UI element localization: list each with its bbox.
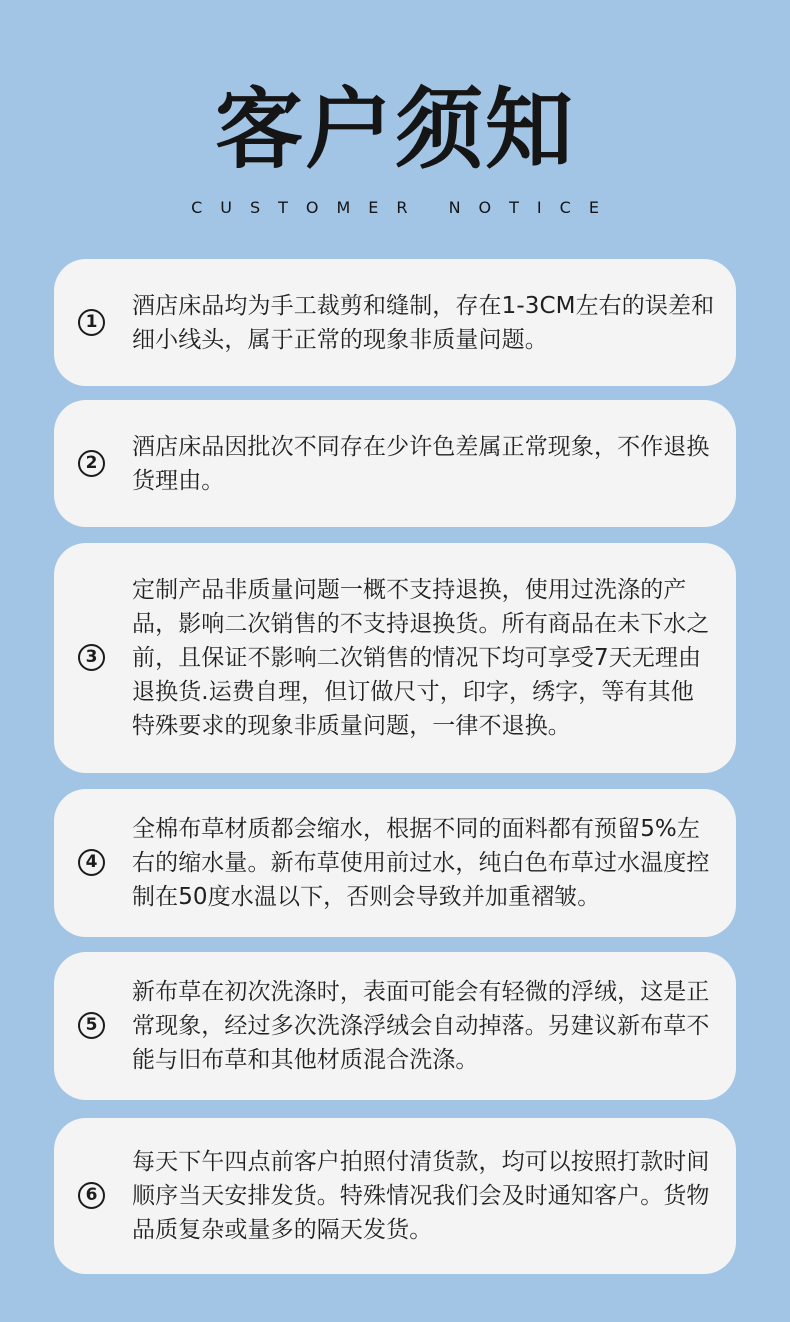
page-subtitle: CUSTOMER NOTICE xyxy=(191,198,617,217)
notice-text-6: 每天下午四点前客户拍照付清货款，均可以按照打款时间顺序当天安排发货。特殊情况我们会及时通知客户。货物品质复杂或量多的隔天发货。 xyxy=(132,1149,710,1243)
notice-card-2 xyxy=(54,400,736,527)
page-title: 客户须知 xyxy=(214,78,575,181)
notice-number-1: 1 xyxy=(78,309,105,336)
notice-card-4 xyxy=(54,789,736,937)
notice-text-1: 酒店床品均为手工裁剪和缝制，存在1-3CM左右的误差和细小线头，属于正常的现象非质量问题。 xyxy=(132,292,715,353)
notice-number-2: 2 xyxy=(78,450,105,477)
notice-number-3: 3 xyxy=(78,644,105,671)
notice-number-6: 6 xyxy=(78,1182,105,1209)
notice-number-4: 4 xyxy=(78,849,105,876)
notice-card-5 xyxy=(54,952,736,1100)
notice-number-5: 5 xyxy=(78,1012,105,1039)
notice-text-2: 酒店床品因批次不同存在少许色差属正常现象，不作退换货理由。 xyxy=(132,433,710,494)
notice-card-3 xyxy=(54,543,736,773)
notice-text-5: 新布草在初次洗涤时，表面可能会有轻微的浮绒，这是正常现象，经过多次洗涤浮绒会自动掉落。另建议新布草不能与旧布草和其他材质混合洗涤。 xyxy=(132,979,710,1073)
notice-card-6 xyxy=(54,1118,736,1274)
notice-text-4: 全棉布草材质都会缩水，根据不同的面料都有预留5%左右的缩水量。新布草使用前过水，纯白色布草过水温度控制在50度水温以下，否则会导致并加重褶皱。 xyxy=(132,816,710,910)
notice-card-1 xyxy=(54,259,736,386)
notice-text-3: 定制产品非质量问题一概不支持退换，使用过洗涤的产品，影响二次销售的不支持退换货。所有商品在未下水之前，且保证不影响二次销售的情况下均可享受7天无理由退换货.运费自理，但订做尺寸，印字，绣字，等有其他特殊要求的现象非质量问题，一律不退换。 xyxy=(132,577,710,739)
